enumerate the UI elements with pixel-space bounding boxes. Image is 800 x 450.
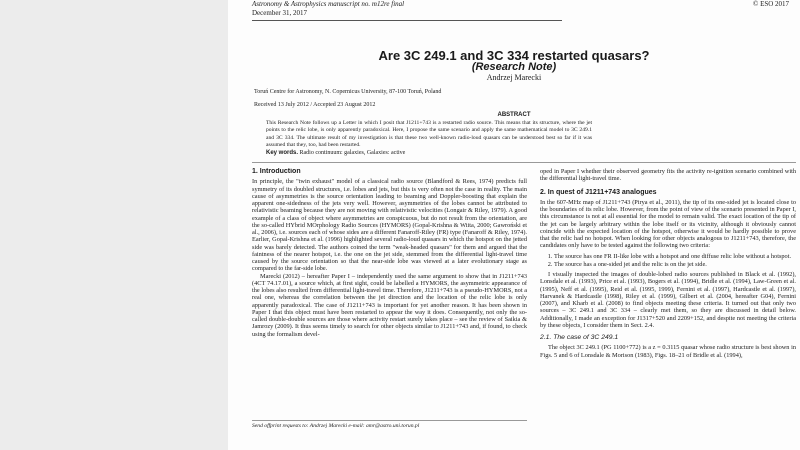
section-1-heading: 1. Introduction xyxy=(252,168,301,175)
section-1-paragraph-2: Marecki (2012) – hereafter Paper I – independently used the same argument to show that in J1211+743 (4CT 74.17.01), a source which, at first sight, could be labelled a HYMORS, the asymmetric appearance of the lobes also resulted from differential light-travel time. Therefore, J1211+743 is a pseudo-HYMORS, not a real one, whereas the correlation between the jet direction and the location of the relic lobe is only apparently paradoxical. The case of J1211+743 is important for yet another reason. It has been shown in Paper I that this object must have been restarted to appear the way it does. Consequently, not only the so-called double-double sources are those where activity restart surely takes place – see the review of Saikia & Jamrozy (2009). It thus seems timely to search for other objects similar to J1211+743 and, if found, to check using the formalism devel- xyxy=(252,272,527,338)
left-margin-bar xyxy=(0,0,228,450)
header-date: December 31, 2017 xyxy=(252,9,308,17)
paper-page xyxy=(228,0,800,450)
keywords-text: Radio continuum: galaxies, Galaxies: active xyxy=(299,150,406,156)
journal-line: Astronomy & Astrophysics manuscript no. m12re final xyxy=(252,0,405,8)
section-2-paragraph-1: In the 607-MHz map of J1211+743 (Pirya et al., 2011), the tip of its one-sided jet is located close to the boundaries of its relic lobe. However, from the point of view of the scenario presented in Paper I, this circumstance is not at all essential for the model to remain valid. The exact location of the tip of the jet can be largely arbitrary within the lobe itself or its vicinity, although it obviously cannot coincide with the expected location of the hotspot, otherwise it would be hardly possible to prove that the relic had no hotspot. When looking for other objects analogous to J1211+743, therefore, the candidates only have to be tested against the following two criteria: xyxy=(540,198,796,250)
affiliation: Toruń Centre for Astronomy, N. Copernicus University, 87-100 Toruń, Poland xyxy=(254,89,442,95)
footnote-text: Send offprint requests to: Andrzej Marecki e-mail: amr@astro.uni.torun.pl xyxy=(252,423,420,429)
abstract-heading: ABSTRACT xyxy=(497,112,531,118)
criterion-item: 1. The source has one FR II-like lobe with a hotspot and one diffuse relic lobe without a hotspot. xyxy=(554,253,796,260)
abstract-rule xyxy=(252,162,796,163)
paper-subtitle: (Research Note) xyxy=(471,61,557,73)
footnote xyxy=(252,420,527,430)
running-header xyxy=(252,0,404,18)
subsection-2-1-paragraph: The object 3C 249.1 (PG 1100+772) is a z = 0.3115 quasar whose radio structure is best shown in Figs. 5 and 6 of Lonsdale & Morison (1983), Figs. 18–21 of Bridle et al. (1994), xyxy=(540,344,796,359)
abstract-text: This Research Note follows up a Letter in which I posit that J1211+743 is a restarted radio source. This means that its structure, where the jet points to the relic lobe, is only apparently paradoxical. Here, I propose the same scenario and apply the same mathematical model to 3C 249.1 and 3C 334. The ultimate result of my investigation is that these two well-known radio-loud quasars can be understood best so far if it was assumed that they, too, had been restarted. xyxy=(266,120,592,148)
received-date: Received 13 July 2012 / Accepted 23 August 2012 xyxy=(254,102,376,108)
left-column xyxy=(252,168,527,418)
section-1-paragraph-1: In principle, the "twin exhaust" model of a classical radio source (Blandford & Rees, 1974) predicts full symmetry of its doubled structures, i.e. lobes and jets, but this is very often not the case in reality. The main cause of asymmetries is the source orientation leading to beaming and Doppler-boosting that explain the apparent one-sidedness of the jets very well. However, asymmetries of the lobes cannot be attributed to relativistic beaming because they are not moving with relativistic velocities (Longair & Riley, 1979). A good example of a class of object where asymmetries are conspicuous, but do not result from the orientation, are the so-called HYbrid MOrphology Radio Sources (HYMORS) (Gopal-Krishna & Wiita, 2000; Gawroński et al., 2006), i.e. sources each of whose sides are a different Fanaroff-Riley (FR) type (Fanaroff & Riley, 1974). Earlier, Gopal-Krishna et al. (1996) highlighted several radio-loud quasars in which the hotspot on the jetted side was barely detected. The authors coined the term "weak-headed quasars" for them and argued that the faintness of the nearer hotspot, i.e. the one on the jet side, stemmed from the differential light-travel time caused by the source orientation so that the near-side lobe was viewed at a later evolutionary stage as compared to the far-side lobe. xyxy=(252,178,527,273)
paper-title: Are 3C 249.1 and 3C 334 restarted quasars? xyxy=(378,48,650,63)
author: Andrzej Marecki xyxy=(486,73,542,82)
copyright: © ESO 2017 xyxy=(753,0,790,8)
keywords xyxy=(266,150,405,156)
section-2-paragraph-2: I visually inspected the images of double-lobed radio sources published in Black et al. (1992), Lonsdale et al. (1993), Price et al. (1993), Bogers et al. (1994), Bridle et al. (1994), Law-Green et al. (1995), Neff et al. (1995), Reid et al. (1995, 1999), Fernini et al. (1997), Hardcastle et al. (1997), Harvanek & Hardcastle (1998), Riley et al. (1999), Gilbert et al. (2004, hereafter G04), Fernini (2007), and Kharb et al. (2008) to find objects meeting these criteria. It turned out that only two sources – 3C 249.1 and 3C 334 – clearly met them, so they are discussed in detail below. Additionally, I made an exception for J1317+520 and 2209+152, and despite not meeting the criteria by these objects, I consider them in Sect. 2.4. xyxy=(540,271,796,329)
section-2-heading: 2. In quest of J1211+743 analogues xyxy=(540,188,657,196)
subsection-2-1-heading: 2.1. The case of 3C 249.1 xyxy=(540,334,619,341)
right-column xyxy=(540,168,796,450)
header-rule xyxy=(252,20,562,21)
continued-paragraph: oped in Paper I whether their observed geometry fits the activity re-ignition scenario combined with the differential light-travel time. xyxy=(540,168,796,183)
keywords-label: Key words. xyxy=(266,150,299,156)
criteria-list xyxy=(540,253,796,269)
criterion-item: 2. The source has a one-sided jet and the relic is on the jet side. xyxy=(554,261,796,268)
